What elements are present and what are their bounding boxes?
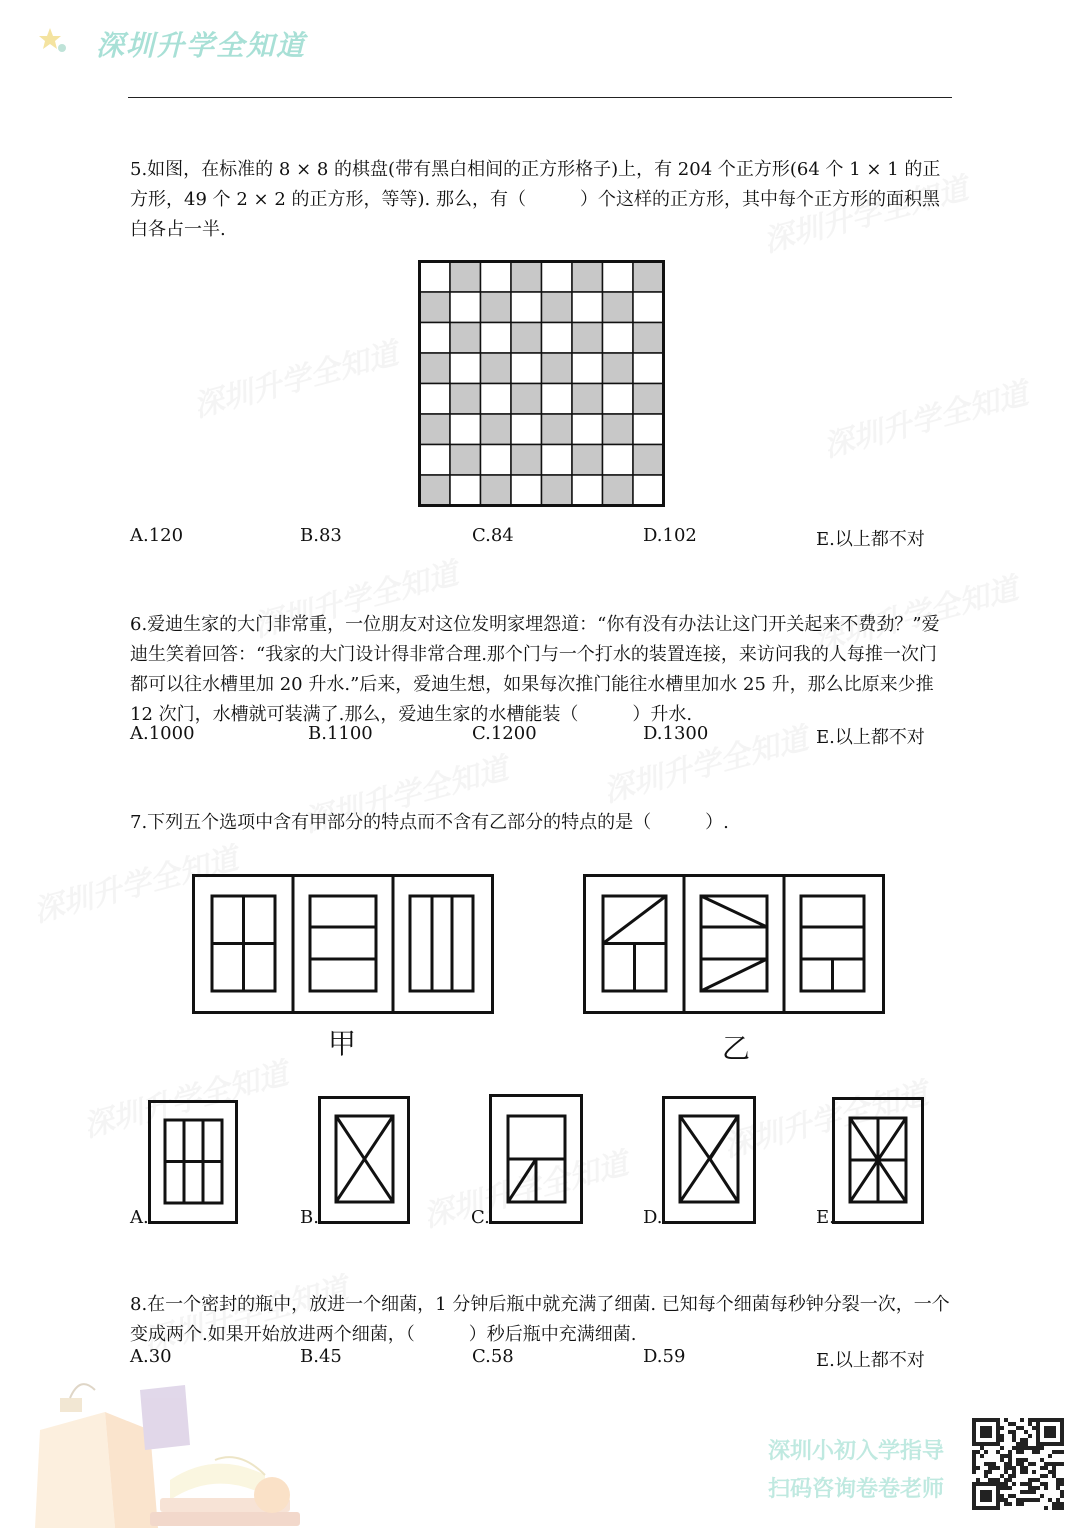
chessboard-cell — [542, 414, 573, 445]
qr-code-icon[interactable] — [972, 1418, 1064, 1510]
option-e[interactable]: E. — [816, 1207, 835, 1228]
option-a-figure[interactable] — [148, 1100, 238, 1224]
chessboard-cell — [481, 475, 512, 506]
chessboard-cell — [450, 262, 481, 293]
footer-line-2: 扫码咨询卷卷老师 — [768, 1477, 945, 1502]
option-a[interactable]: A.30 — [130, 1346, 172, 1367]
question-7-options — [130, 1207, 954, 1237]
chessboard-cell — [572, 262, 603, 293]
chessboard-cell — [511, 445, 542, 476]
chessboard-cell — [572, 475, 603, 506]
option-b[interactable]: B.45 — [300, 1346, 342, 1367]
option-a[interactable]: A.1000 — [130, 723, 195, 744]
option-b-figure[interactable] — [318, 1096, 410, 1224]
chessboard-cell — [542, 292, 573, 323]
chessboard-cell — [450, 323, 481, 354]
chessboard-cell — [633, 353, 664, 384]
chessboard-cell — [572, 353, 603, 384]
option-d[interactable]: D.102 — [643, 525, 697, 546]
chessboard-cell — [481, 262, 512, 293]
chessboard-cell — [420, 445, 451, 476]
chessboard-cell — [603, 323, 634, 354]
option-e-figure[interactable] — [832, 1097, 924, 1224]
chessboard-cell — [450, 475, 481, 506]
chessboard-cell — [511, 262, 542, 293]
chessboard-cell — [542, 323, 573, 354]
chessboard-cell — [511, 353, 542, 384]
chessboard-cell — [572, 323, 603, 354]
chessboard-cell — [450, 292, 481, 323]
chessboard-cell — [481, 414, 512, 445]
question-6-text: 6.爱迪生家的大门非常重，一位朋友对这位发明家埋怨道：“你有没有办法让这门开关起来不费劲？”爱迪生笑着回答：“我家的大门设计得非常合理.那个门与一个打水的装置连接，来访问我的人每推一次门都可以往水槽里加 20 升水.”后来，爱迪生想，如果每次推门能往水槽里加水 25 升，那么比原来少推 12 次门，水槽就可装满了.那么，爱迪生家的水槽能装（ ）升水. — [130, 614, 940, 725]
chessboard-cell — [481, 353, 512, 384]
question-7-text: 7.下列五个选项中含有甲部分的特点而不含有乙部分的特点的是（ ）. — [130, 812, 729, 833]
chessboard-cell — [420, 414, 451, 445]
chessboard-cell — [481, 445, 512, 476]
header-divider — [128, 97, 952, 98]
chessboard-cell — [572, 292, 603, 323]
chessboard-cell — [511, 475, 542, 506]
chessboard-cell — [603, 414, 634, 445]
chessboard-cell — [542, 353, 573, 384]
chessboard-figure — [418, 260, 666, 508]
chessboard-cell — [420, 384, 451, 415]
chessboard-cell — [633, 384, 664, 415]
chessboard-cell — [572, 445, 603, 476]
chessboard-cell — [481, 292, 512, 323]
chessboard-cell — [450, 384, 481, 415]
chessboard-cell — [603, 292, 634, 323]
chessboard-cell — [450, 353, 481, 384]
option-a[interactable]: A. — [130, 1207, 149, 1228]
question-8-text: 8.在一个密封的瓶中，放进一个细菌，1 分钟后瓶中就充满了细菌. 已知每个细菌每秒钟分裂一次，一个变成两个.如果开始放进两个细菌，（ ）秒后瓶中充满细菌. — [130, 1294, 950, 1345]
chessboard-cell — [420, 292, 451, 323]
chessboard-cell — [542, 445, 573, 476]
question-6-options — [130, 723, 954, 753]
chessboard-cell — [420, 475, 451, 506]
chessboard-cell — [603, 475, 634, 506]
chessboard-cell — [603, 262, 634, 293]
chessboard-cell — [633, 292, 664, 323]
chessboard-cell — [633, 445, 664, 476]
chessboard-cell — [511, 384, 542, 415]
chessboard-cell — [542, 475, 573, 506]
group-label-yi: 乙 — [722, 1032, 751, 1065]
option-d[interactable]: D.59 — [643, 1346, 686, 1367]
chessboard-cell — [420, 262, 451, 293]
brand-title: 深圳升学全知道 — [96, 29, 307, 62]
chessboard-cell — [603, 445, 634, 476]
chessboard-cell — [542, 384, 573, 415]
option-b[interactable]: B.83 — [300, 525, 342, 546]
option-e[interactable]: E.以上都不对 — [816, 529, 925, 550]
option-d-figure[interactable] — [662, 1096, 756, 1224]
chessboard-cell — [481, 384, 512, 415]
option-c[interactable]: C. — [471, 1207, 490, 1228]
chessboard-cell — [511, 323, 542, 354]
chessboard-cell — [511, 414, 542, 445]
chessboard-cell — [420, 323, 451, 354]
figure-group-jia — [192, 874, 494, 1014]
watermark — [818, 369, 1032, 466]
option-e[interactable]: E.以上都不对 — [816, 727, 925, 748]
group-label-jia: 甲 — [328, 1027, 357, 1060]
chessboard-cell — [481, 323, 512, 354]
figure-group-yi — [583, 874, 885, 1014]
option-c[interactable]: C.84 — [472, 525, 514, 546]
option-c[interactable]: C.58 — [472, 1346, 514, 1367]
option-d[interactable]: D.1300 — [643, 723, 709, 744]
option-a[interactable]: A.120 — [130, 525, 184, 546]
brand-logo-icon — [36, 26, 72, 56]
chessboard-cell — [450, 445, 481, 476]
chessboard-cell — [420, 353, 451, 384]
chessboard-cell — [450, 414, 481, 445]
option-d[interactable]: D. — [643, 1207, 663, 1228]
option-c[interactable]: C.1200 — [472, 723, 537, 744]
question-5-text: 5.如图，在标准的 8 × 8 的棋盘(带有黑白相间的正方形格子)上，有 204 个正方形(64 个 1 × 1 的正方形，49 个 2 × 2 的正方形，等等). 那么，有（ ）个这样的正方形，其中每个正方形的面积黑白各占一半. — [130, 159, 941, 240]
chessboard-cell — [633, 475, 664, 506]
option-e[interactable]: E.以上都不对 — [816, 1350, 925, 1371]
chessboard-cell — [603, 384, 634, 415]
watermark — [188, 329, 402, 426]
option-c-figure[interactable] — [489, 1094, 583, 1224]
chessboard-cell — [603, 353, 634, 384]
chessboard-cell — [511, 292, 542, 323]
chessboard-cell — [542, 262, 573, 293]
chessboard-cell — [633, 262, 664, 293]
stationery-illustration-icon — [0, 1370, 320, 1528]
chessboard-cell — [633, 414, 664, 445]
footer-line-1: 深圳小初入学指导 — [768, 1439, 945, 1464]
chessboard-cell — [633, 323, 664, 354]
chessboard-cell — [572, 384, 603, 415]
question-5-options — [130, 525, 954, 555]
option-b[interactable]: B.1100 — [308, 723, 373, 744]
option-b[interactable]: B. — [300, 1207, 319, 1228]
chessboard-cell — [572, 414, 603, 445]
